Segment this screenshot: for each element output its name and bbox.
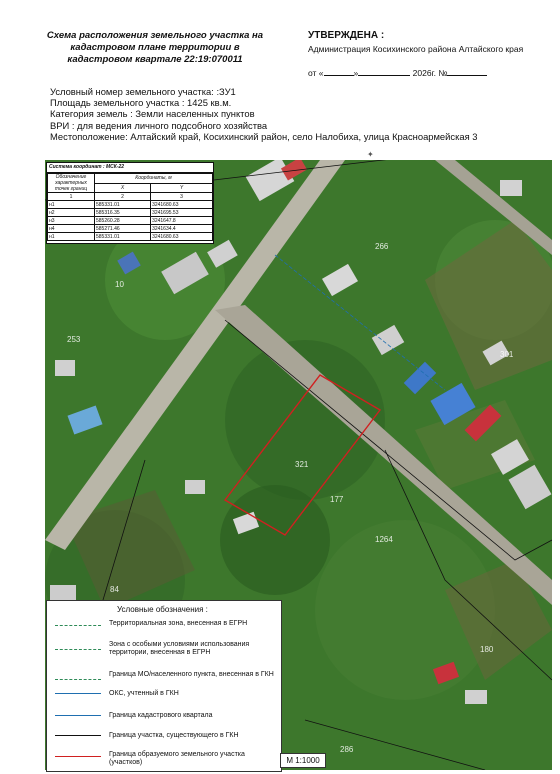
- approval-authority: Администрация Косихинского района Алтайского края: [308, 44, 524, 54]
- coord-x: 585331.01: [95, 201, 151, 209]
- coord-x: 585271.46: [95, 225, 151, 233]
- parcel-label-1264: 1264: [375, 535, 393, 544]
- col-coords-header: Координаты, м: [95, 174, 213, 184]
- coord-system-label: Система координат : МСК-22: [47, 163, 213, 173]
- parcel-label-253: 253: [67, 335, 81, 344]
- table-row: [48, 209, 213, 217]
- legend-swatch: [55, 735, 101, 736]
- legend-swatch: [55, 693, 101, 694]
- parcel-label-321: 321: [295, 460, 309, 469]
- sheet-mark: ✦: [367, 150, 374, 159]
- parcel-category: Категория земель : Земли населенных пунктов: [50, 108, 255, 120]
- day-blank: [324, 66, 354, 76]
- scheme-title: Схема расположения земельного участка на кадастровом плане территории в кадастровом квартале 22:19:070011: [46, 30, 264, 65]
- number-sign: №: [438, 68, 448, 78]
- legend-item-new-parcel: Граница образуемого земельного участка (участков): [109, 751, 245, 766]
- point-id: н2: [48, 209, 95, 217]
- coordinate-table: [46, 162, 214, 244]
- col-index: 2: [95, 193, 151, 201]
- legend-swatch: [55, 715, 101, 716]
- col-y-header: Y: [151, 183, 213, 193]
- parcel-label-286: 286: [340, 745, 354, 754]
- coord-y: 3241647.8: [151, 217, 213, 225]
- legend-item-cadastral-quarter: Граница кадастрового квартала: [109, 712, 213, 719]
- approval-heading: УТВЕРЖДЕНА :: [308, 30, 385, 41]
- parcel-label-84: 84: [110, 585, 119, 594]
- legend-item-existing-parcel: Граница участка, существующего в ГКН: [109, 732, 239, 739]
- point-id: н1: [48, 201, 95, 209]
- coord-y: 3241634.4: [151, 225, 213, 233]
- table-row: [48, 201, 213, 209]
- coord-y: 3241695.53: [151, 209, 213, 217]
- date-prefix: от «: [308, 68, 324, 78]
- parcel-label-301: 301: [500, 350, 514, 359]
- parcel-number: Условный номер земельного участка: :ЗУ1: [50, 86, 236, 97]
- legend: [46, 600, 282, 772]
- month-blank: [358, 66, 410, 76]
- col-index: 1: [48, 193, 95, 201]
- coord-x: 585316.35: [95, 209, 151, 217]
- date-year: 2026г.: [412, 68, 436, 78]
- legend-swatch: [55, 679, 101, 680]
- parcel-info: [50, 86, 555, 142]
- table-row: [48, 225, 213, 233]
- parcel-label-180: 180: [480, 645, 494, 654]
- point-id: н1: [48, 233, 95, 241]
- legend-swatch: [55, 756, 101, 757]
- parcel-vri: ВРИ : для ведения личного подсобного хозяйства: [50, 119, 268, 131]
- col-index: 3: [151, 193, 213, 201]
- table-row: [48, 217, 213, 225]
- parcel-label-266: 266: [375, 242, 389, 251]
- point-id: н4: [48, 225, 95, 233]
- col-point-header: Обозначение характерных точек границ: [48, 174, 95, 193]
- legend-swatch: [55, 649, 101, 650]
- parcel-area: Площадь земельного участка : 1425 кв.м.: [50, 97, 232, 109]
- legend-item-territorial-zone: Территориальная зона, внесенная в ЕГРН: [109, 620, 248, 627]
- legend-item-oks: ОКС, учтенный в ГКН: [109, 690, 179, 697]
- legend-item-municipal-border: Граница МО/населенного пункта, внесенная в ГКН: [109, 671, 274, 678]
- legend-swatch: [55, 625, 101, 626]
- table-row: [48, 233, 213, 241]
- coord-x: 585260.28: [95, 217, 151, 225]
- coord-x: 585331.01: [95, 233, 151, 241]
- parcel-label-177: 177: [330, 495, 344, 504]
- approval-block: [308, 30, 553, 78]
- parcel-location: Местоположение: Алтайский край, Косихинский район, село Налобиха, улица Красноармейская 3: [50, 130, 478, 142]
- legend-item-restricted-zone: Зона с особыми условиями использования территории, внесенная в ЕГРН: [109, 641, 250, 656]
- coord-grid: [47, 173, 213, 241]
- coord-y: 3241680.63: [151, 233, 213, 241]
- col-x-header: X: [95, 183, 151, 193]
- map-scale: М 1:1000: [280, 753, 326, 768]
- point-id: н3: [48, 217, 95, 225]
- date-mid: »: [353, 68, 359, 78]
- number-blank: [447, 66, 487, 76]
- parcel-label-10: 10: [115, 280, 124, 289]
- coord-y: 3241680.63: [151, 201, 213, 209]
- approval-date-line: [308, 66, 553, 78]
- legend-title: Условные обозначения :: [117, 605, 208, 614]
